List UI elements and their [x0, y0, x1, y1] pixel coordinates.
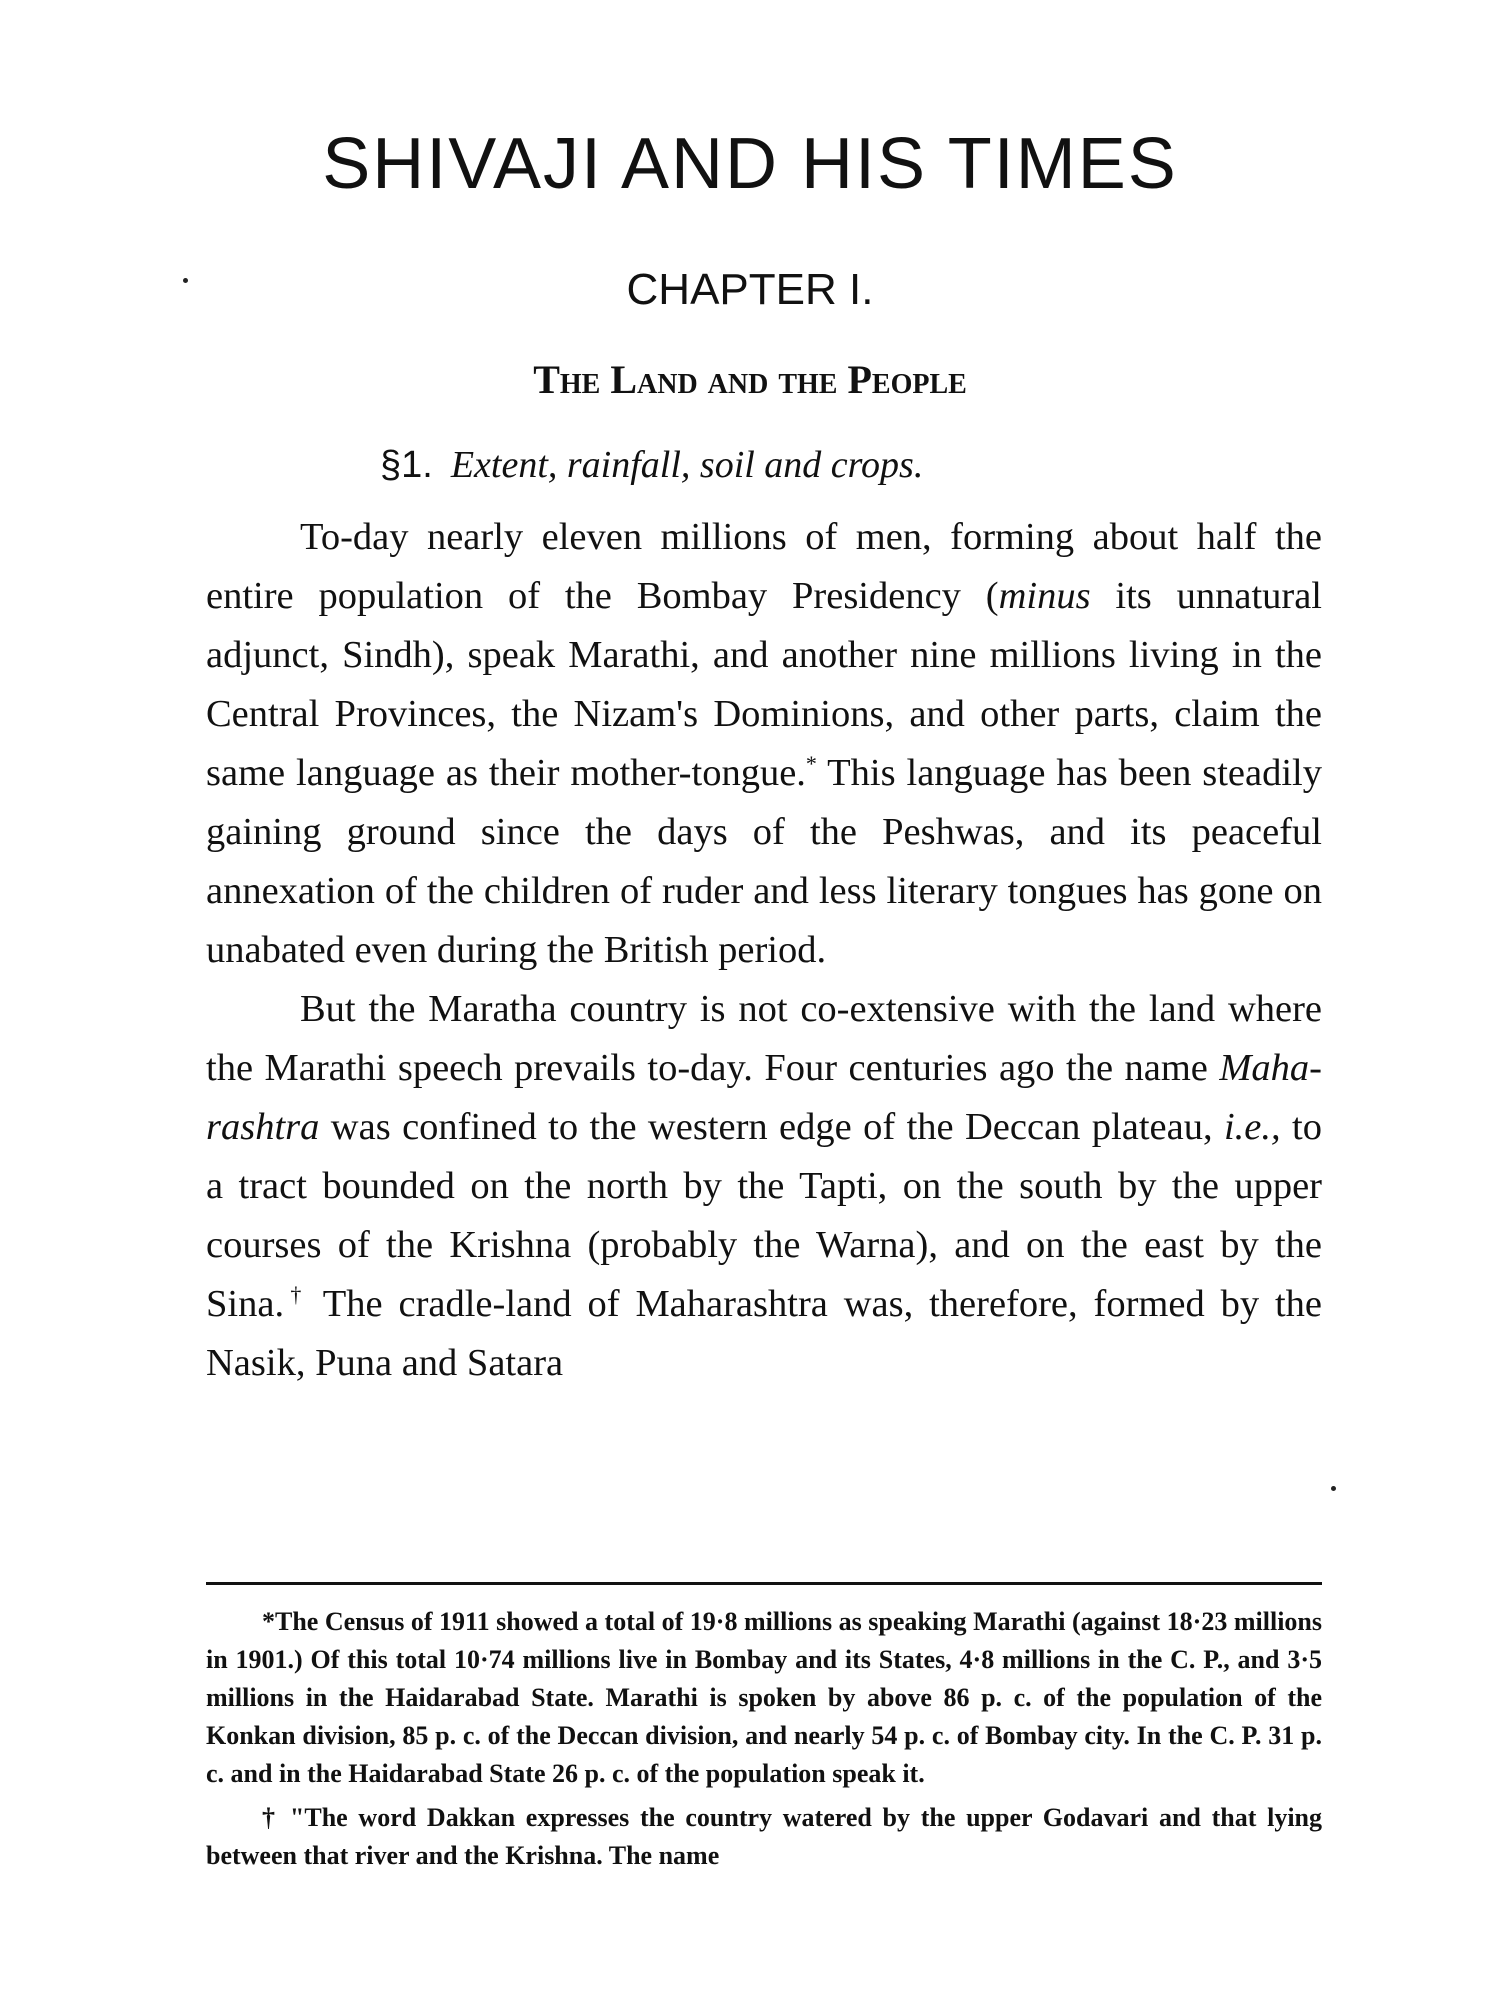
footnotes: [206, 1603, 1322, 1875]
section-heading: [380, 443, 923, 489]
section-number: §1.: [380, 444, 433, 486]
paragraph-1: [206, 508, 1322, 980]
paragraph-2-text-d: The cradle-land of Maharashtra was, therefore, formed by the Nasik, Puna and Satara: [206, 1283, 1322, 1384]
scan-speck: [1331, 1486, 1336, 1491]
paragraph-1-text-c: This language has been steadily gaining ground since the days of the Peshwas, and its peaceful annexation of the children of ruder and less literary tongues has gone on unabated even during the British period.: [206, 752, 1322, 971]
scan-speck: [183, 278, 188, 283]
footnote-divider: [206, 1582, 1322, 1585]
footnote-marker-asterisk: *: [805, 751, 817, 777]
paragraph-2-text-a: But the Maratha country is not co-extensive with the land where the Marathi speech prevails to-day. Four centuries ago the name: [206, 988, 1322, 1089]
footnote-1: *The Census of 1911 showed a total of 19·8 millions as speaking Marathi (against 18·23 millions in 1901.) Of this total 10·74 millions live in Bombay and its States, 4·8 millions in the C. P., and 3·5 millions in the Haidarabad State. Marathi is spoken by above 86 p. c. of the population of the Konkan division, 85 p. c. of the Deccan division, and nearly 54 p. c. of Bombay city. In the C. P. 31 p. c. and in the Haidarabad State 26 p. c. of the population speak it.: [206, 1607, 1322, 1788]
chapter-title: CHAPTER I.: [626, 265, 874, 314]
paragraph-2-text-c: to a tract bounded on the north by the Tapti, on the south by the upper courses of the Krishna (probably the Warna), and on the east by the Sina.: [206, 1106, 1322, 1325]
body-text: [206, 508, 1322, 1393]
footnote-marker-dagger: †: [284, 1282, 308, 1308]
chapter-subtitle: The Land and the People: [533, 357, 967, 402]
paragraph-2-italic-a: Maha-rashtra: [206, 1047, 1322, 1148]
footnote-2: † "The word Dakkan expresses the country watered by the upper Godavari and that lying between that river and the Krishna. The name: [206, 1803, 1322, 1870]
paragraph-2: [206, 980, 1322, 1393]
paragraph-2-text-b: was confined to the western edge of the Deccan plateau,: [319, 1106, 1224, 1148]
section-title: Extent, rainfall, soil and crops.: [450, 444, 924, 486]
paragraph-2-italic-b: i.e.,: [1223, 1106, 1281, 1148]
book-title: SHIVAJI AND HIS TIMES: [322, 124, 1178, 204]
paragraph-1-text-b: its unnatural adjunct, Sindh), speak Marathi, and another nine millions living in the Central Provinces, the Nizam's Dominions, and other parts, claim the same language as their mother-tongue.: [206, 575, 1322, 794]
paragraph-1-text-a: To-day nearly eleven millions of men, forming about half the entire population of the Bombay Presidency (: [206, 516, 1322, 617]
paragraph-1-italic: minus: [998, 575, 1091, 617]
